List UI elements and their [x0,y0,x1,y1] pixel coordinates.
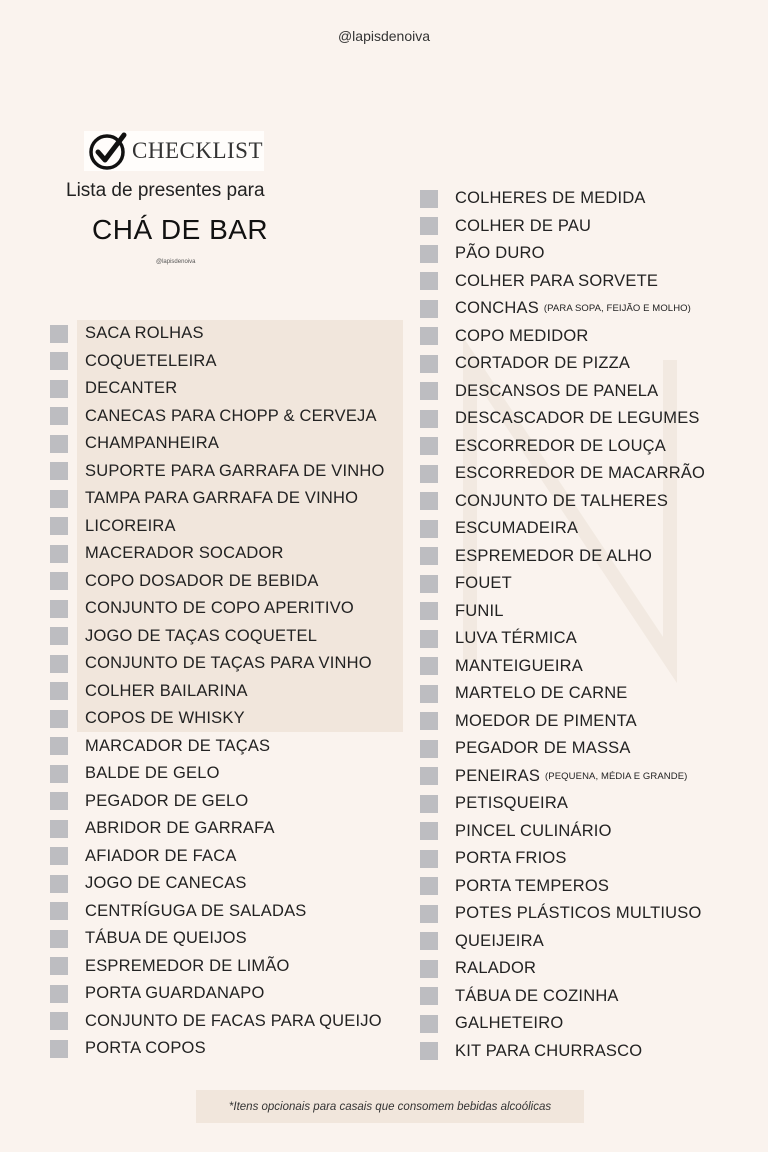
checklist-item [420,268,760,296]
item-label: PORTA TEMPEROS [455,876,610,895]
left-checklist [50,320,410,1063]
item-label: SACA ROLHAS [85,324,204,343]
checkbox[interactable] [50,847,68,865]
page-title: CHÁ DE BAR [92,214,269,245]
checkbox[interactable] [50,380,68,398]
checklist-item [50,815,410,843]
checkbox[interactable] [50,352,68,370]
check-circle-icon [88,131,128,171]
checkbox[interactable] [420,740,438,758]
item-label: POTES PLÁSTICOS MULTIUSO [455,904,702,923]
item-label: COPO DOSADOR DE BEBIDA [85,571,319,590]
item-label: PINCEL CULINÁRIO [455,821,612,840]
checklist-item [50,513,410,541]
checkbox[interactable] [420,657,438,675]
checkbox[interactable] [420,602,438,620]
checkbox[interactable] [420,272,438,290]
checkbox[interactable] [50,435,68,453]
checkbox[interactable] [50,737,68,755]
checkbox[interactable] [50,655,68,673]
checklist-item [50,898,410,926]
checkbox[interactable] [420,795,438,813]
checklist-item [420,185,760,213]
checkbox[interactable] [420,767,438,785]
checklist-item [50,403,410,431]
checkbox[interactable] [420,437,438,455]
checkbox[interactable] [420,245,438,263]
checklist-item [50,705,410,733]
badge-label: CHECKLIST [132,138,263,163]
item-label: MARCADOR DE TAÇAS [85,736,271,755]
checklist-item [420,955,760,983]
item-label: PENEIRAS [455,766,541,785]
checklist-item [50,650,410,678]
item-label: COQUETELEIRA [85,351,217,370]
checklist-item [50,843,410,871]
checkbox[interactable] [420,712,438,730]
checkbox[interactable] [420,685,438,703]
item-label: MARTELO DE CARNE [455,684,628,703]
checkbox[interactable] [50,572,68,590]
item-label: LICOREIRA [85,516,176,535]
footer-note: *Itens opcionais para casais que consomem bebidas alcoólicas [196,1090,584,1123]
checklist-item [50,953,410,981]
checkbox[interactable] [420,217,438,235]
item-label: JOGO DE CANECAS [85,874,247,893]
checkbox[interactable] [420,905,438,923]
item-label: ABRIDOR DE GARRAFA [85,819,275,838]
checklist-item [420,240,760,268]
item-label: CHAMPANHEIRA [85,434,220,453]
item-label: CONJUNTO DE TAÇAS PARA VINHO [85,654,372,673]
checkbox[interactable] [50,545,68,563]
checkbox[interactable] [50,600,68,618]
checkbox[interactable] [50,875,68,893]
checklist-item [420,928,760,956]
checkbox[interactable] [420,410,438,428]
checklist-item [50,568,410,596]
checklist-item [420,433,760,461]
checkbox[interactable] [50,1040,68,1058]
checklist-item [420,350,760,378]
checkbox[interactable] [50,627,68,645]
item-label: PETISQUEIRA [455,794,569,813]
checklist-item [420,983,760,1011]
item-label: QUEIJEIRA [455,931,544,950]
checkbox[interactable] [420,1015,438,1033]
checkbox[interactable] [50,490,68,508]
item-label: ESCUMADEIRA [455,519,579,538]
checklist-item [420,570,760,598]
subtitle: Lista de presentes para [66,180,265,201]
checklist-item [420,625,760,653]
instagram-handle: @lapisdenoiva [337,28,431,44]
checkbox[interactable] [420,877,438,895]
item-label: CONCHAS [455,299,539,318]
checkbox[interactable] [50,462,68,480]
checklist-item [50,733,410,761]
item-label: COLHER BAILARINA [85,681,248,700]
checklist-item [420,488,760,516]
checklist-badge [84,131,264,171]
checklist-item [50,1008,410,1036]
item-label: PORTA FRIOS [455,849,567,868]
item-label: TAMPA PARA GARRAFA DE VINHO [85,489,359,508]
checklist-item [420,818,760,846]
item-label: TÁBUA DE COZINHA [455,986,619,1005]
checklist-item [420,900,760,928]
checkbox[interactable] [420,932,438,950]
checkbox[interactable] [50,930,68,948]
checkbox[interactable] [50,765,68,783]
checklist-item [420,1038,760,1066]
checklist-item [420,1010,760,1038]
checklist-item [50,1035,410,1063]
checklist-item [420,735,760,763]
checklist-item [420,378,760,406]
checklist-item [50,925,410,953]
item-label: SUPORTE PARA GARRAFA DE VINHO [85,461,385,480]
checklist-item [420,598,760,626]
checkbox[interactable] [420,850,438,868]
checklist-item [50,540,410,568]
item-label: PORTA COPOS [85,1039,206,1058]
checkbox[interactable] [50,325,68,343]
item-label: FUNIL [455,601,504,620]
checkbox[interactable] [420,575,438,593]
checklist-item [50,870,410,898]
item-label: COLHER DE PAU [455,216,592,235]
checklist-item [50,348,410,376]
checklist-item [420,543,760,571]
checklist-item [50,430,410,458]
checklist-item [420,845,760,873]
checklist-item [50,375,410,403]
checkbox[interactable] [420,355,438,373]
item-label: ESPREMEDOR DE LIMÃO [85,956,290,975]
checklist-item [420,460,760,488]
checkbox[interactable] [420,960,438,978]
checkbox[interactable] [50,407,68,425]
checklist-item [420,708,760,736]
checkbox[interactable] [420,190,438,208]
checkbox[interactable] [50,792,68,810]
checklist-item [420,213,760,241]
item-label: JOGO DE TAÇAS COQUETEL [85,626,318,645]
item-label: PORTA GUARDANAPO [85,984,265,1003]
item-label: CORTADOR DE PIZZA [455,354,631,373]
checklist-item [50,760,410,788]
item-label: DESCANSOS DE PANELA [455,381,659,400]
item-label: CONJUNTO DE COPO APERITIVO [85,599,354,618]
item-label: MOEDOR DE PIMENTA [455,711,637,730]
item-label: PEGADOR DE GELO [85,791,249,810]
checklist-item [50,485,410,513]
item-label: PÃO DURO [455,244,545,263]
checkbox[interactable] [420,520,438,538]
checkbox[interactable] [420,1042,438,1060]
checklist-item [50,623,410,651]
item-label: COLHERES DE MEDIDA [455,189,646,208]
item-label: MANTEIGUEIRA [455,656,583,675]
item-label: ESCORREDOR DE MACARRÃO [455,464,706,483]
item-note: (PARA SOPA, FEIJÃO E MOLHO) [543,303,691,315]
item-label: MACERADOR SOCADOR [85,544,284,563]
checklist-item [420,405,760,433]
small-handle: @lapisdenoiva [156,259,196,265]
checklist-item [420,680,760,708]
item-label: COPOS DE WHISKY [85,709,245,728]
checkbox[interactable] [50,517,68,535]
checklist-item [420,515,760,543]
item-label: RALADOR [455,959,537,978]
checkbox[interactable] [420,327,438,345]
item-label: ESCORREDOR DE LOUÇA [455,436,667,455]
item-label: CONJUNTO DE FACAS PARA QUEIJO [85,1011,382,1030]
checklist-item [50,595,410,623]
checklist-item [50,320,410,348]
item-label: CONJUNTO DE TALHERES [455,491,669,510]
checkbox[interactable] [420,822,438,840]
checkbox[interactable] [50,682,68,700]
checklist-item [50,980,410,1008]
item-label: COPO MEDIDOR [455,326,589,345]
checkbox[interactable] [50,820,68,838]
item-label: CENTRÍGUGA DE SALADAS [85,901,307,920]
checklist-item [50,788,410,816]
item-label: LUVA TÉRMICA [455,629,577,648]
checklist-item [50,458,410,486]
checkbox[interactable] [420,547,438,565]
item-label: ESPREMEDOR DE ALHO [455,546,653,565]
checkbox[interactable] [50,710,68,728]
checkbox[interactable] [420,630,438,648]
checklist-item [50,678,410,706]
item-label: BALDE DE GELO [85,764,220,783]
item-label: DECANTER [85,379,178,398]
checkbox[interactable] [50,902,68,920]
item-label: COLHER PARA SORVETE [455,271,659,290]
right-checklist [420,185,760,1065]
checklist-item [420,323,760,351]
checklist-item [420,653,760,681]
item-label: AFIADOR DE FACA [85,846,237,865]
checkbox[interactable] [50,985,68,1003]
checklist-item [420,295,760,323]
checkbox[interactable] [50,1012,68,1030]
item-label: DESCASCADOR DE LEGUMES [455,409,700,428]
checkbox[interactable] [420,300,438,318]
item-label: GALHETEIRO [455,1014,564,1033]
item-note: (PEQUENA, MÉDIA E GRANDE) [545,770,688,782]
item-label: TÁBUA DE QUEIJOS [85,929,247,948]
checklist-item [420,790,760,818]
checkbox[interactable] [420,382,438,400]
checkbox[interactable] [420,492,438,510]
item-label: FOUET [455,574,512,593]
item-label: KIT PARA CHURRASCO [455,1041,643,1060]
checkbox[interactable] [420,465,438,483]
checkbox[interactable] [50,957,68,975]
checklist-item [420,763,760,791]
item-label: PEGADOR DE MASSA [455,739,631,758]
checklist-item [420,873,760,901]
item-label: CANECAS PARA CHOPP & CERVEJA [85,406,377,425]
checkbox[interactable] [420,987,438,1005]
